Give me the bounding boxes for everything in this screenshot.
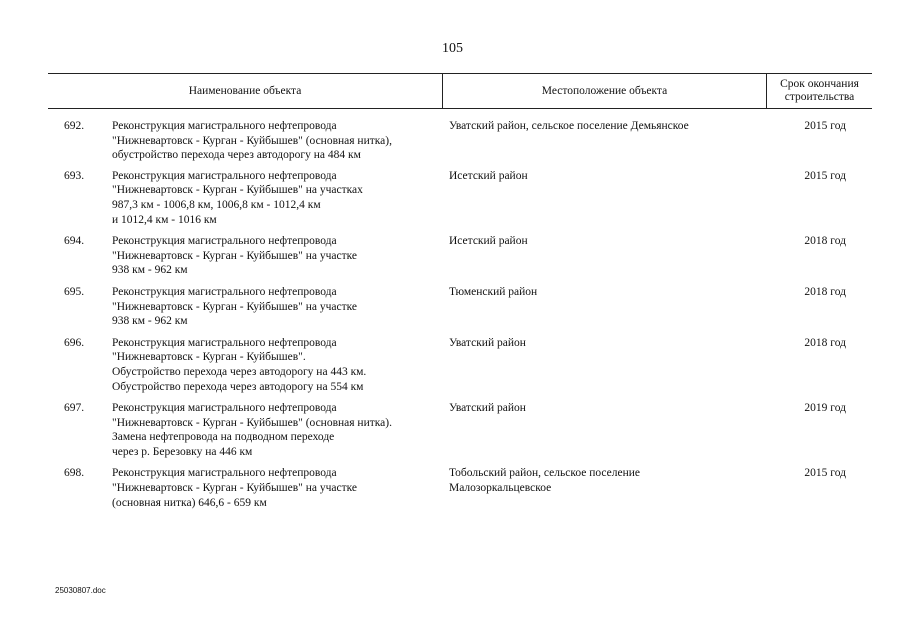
table-header xyxy=(48,73,872,109)
table-row xyxy=(48,119,872,163)
document-filename: 25030807.doc xyxy=(55,586,106,595)
row-year: 2015 год xyxy=(804,169,846,182)
row-location: Уватский район xyxy=(449,402,526,415)
row-location: Уватский район xyxy=(449,336,526,349)
row-year: 2019 год xyxy=(804,402,846,415)
row-location: Исетский район xyxy=(449,169,528,182)
row-location: Тобольский район, сельское поселение Малозоркальцевское xyxy=(449,467,640,495)
row-number: 693. xyxy=(64,169,85,182)
row-number: 692. xyxy=(64,120,85,132)
page-number: 105 xyxy=(442,41,463,56)
row-number: 694. xyxy=(64,235,85,248)
row-year: 2015 год xyxy=(804,467,846,480)
header-term xyxy=(767,74,872,108)
table-row xyxy=(48,466,872,510)
row-location: Уватский район, сельское поселение Демьянское xyxy=(449,120,689,132)
header-term-line1: Срок окончания xyxy=(780,78,859,90)
row-name: Реконструкция магистрального нефтепровода "Нижневартовск - Курган - Куйбышев" на участке 938 км - 962 км xyxy=(112,235,358,277)
row-number: 695. xyxy=(64,285,85,298)
header-term-line2: строительства xyxy=(784,91,855,103)
row-location: Исетский район xyxy=(449,235,528,248)
row-number: 697. xyxy=(64,402,85,415)
row-year: 2018 год xyxy=(804,235,846,248)
row-year: 2018 год xyxy=(804,285,846,298)
table-row xyxy=(48,401,872,459)
row-name: Реконструкция магистрального нефтепровода "Нижневартовск - Курган - Куйбышев" (основная нитка), обустройство перехода через автодорогу на 484 км xyxy=(112,120,392,162)
table-body xyxy=(48,119,872,510)
row-year: 2018 год xyxy=(804,336,846,349)
row-name: Реконструкция магистрального нефтепровода "Нижневартовск - Курган - Куйбышев" (основная нитка). Замена нефтепровода на подводном переходе через р. Березовку на 446 км xyxy=(112,402,392,458)
table-row xyxy=(48,234,872,278)
row-name: Реконструкция магистрального нефтепровода "Нижневартовск - Курган - Куйбышев". Обустройство перехода через автодорогу на 443 км. Обустройство перехода через автодорогу на 554 км xyxy=(112,336,367,393)
row-number: 696. xyxy=(64,336,85,349)
row-name: Реконструкция магистрального нефтепровода "Нижневартовск - Курган - Куйбышев" на участках 987,3 км - 1006,8 км, 1006,8 км - 1012,4 км и 1012,4 км - 1016 км xyxy=(112,169,363,226)
row-name: Реконструкция магистрального нефтепровода "Нижневартовск - Курган - Куйбышев" на участке 938 км - 962 км xyxy=(112,285,358,328)
row-location: Тюменский район xyxy=(449,285,538,298)
row-name: Реконструкция магистрального нефтепровода "Нижневартовск - Курган - Куйбышев" на участке (основная нитка) 646,6 - 659 км xyxy=(112,467,358,509)
row-year: 2015 год xyxy=(804,120,846,132)
table-row xyxy=(48,336,872,394)
row-number: 698. xyxy=(64,467,85,480)
header-name: Наименование объекта xyxy=(48,74,443,108)
table-row xyxy=(48,169,872,227)
table-row xyxy=(48,285,872,329)
header-location: Местоположение объекта xyxy=(443,74,767,108)
